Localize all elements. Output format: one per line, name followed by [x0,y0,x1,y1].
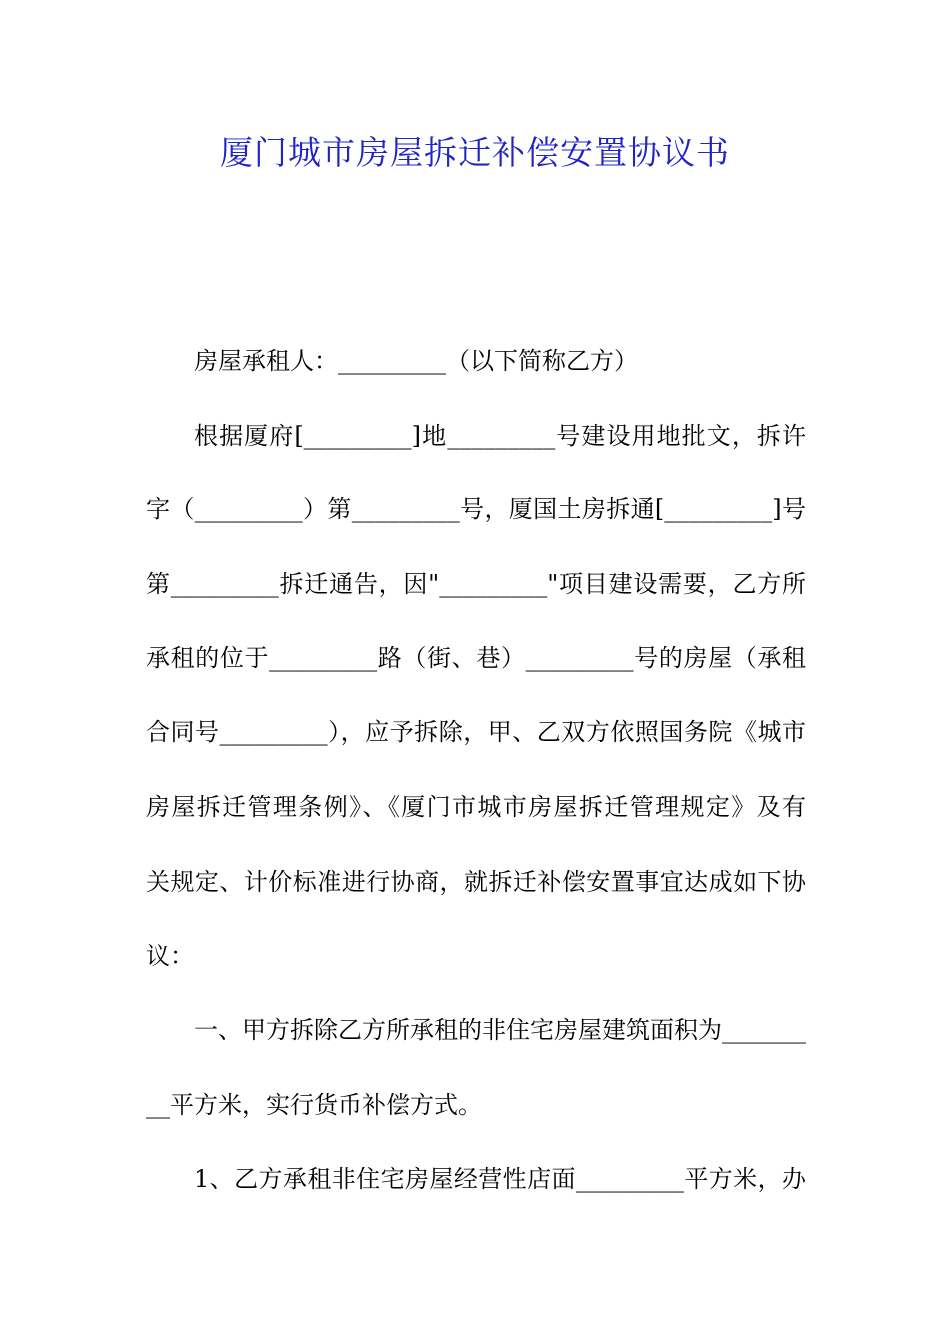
paragraph-line: 承租的位于_________路（街、巷）_________号的房屋（承租 [146,644,806,672]
paragraph-line: 字（_________）第_________号，厦国土房拆通[_________]号 [146,495,806,523]
paragraph-line: 关规定、计价标准进行协商，就拆迁补偿安置事宜达成如下协 [146,868,806,896]
paragraph-line: 合同号_________），应予拆除，甲、乙双方依照国务院《城市 [146,718,806,746]
paragraph-line: 第_________拆迁通告，因"_________"项目建设需要，乙方所 [146,570,806,598]
lessee-line: 房屋承租人：_________（以下简称乙方） [194,347,638,375]
paragraph-line: 房屋拆迁管理条例》、《厦门市城市房屋拆迁管理规定》及有 [146,793,806,821]
clause-one-line: 一、甲方拆除乙方所承租的非住宅房屋建筑面积为_______ [194,1016,806,1044]
clause-one-line: __平方米，实行货币补偿方式。 [146,1091,482,1119]
paragraph-line: 议： [146,942,194,970]
clause-item-line: 1、乙方承租非住宅房屋经营性店面_________平方米，办 [194,1165,806,1193]
document-title: 厦门城市房屋拆迁补偿安置协议书 [220,133,730,172]
paragraph-line: 根据厦府[_________]地_________号建设用地批文，拆许 [194,422,806,450]
